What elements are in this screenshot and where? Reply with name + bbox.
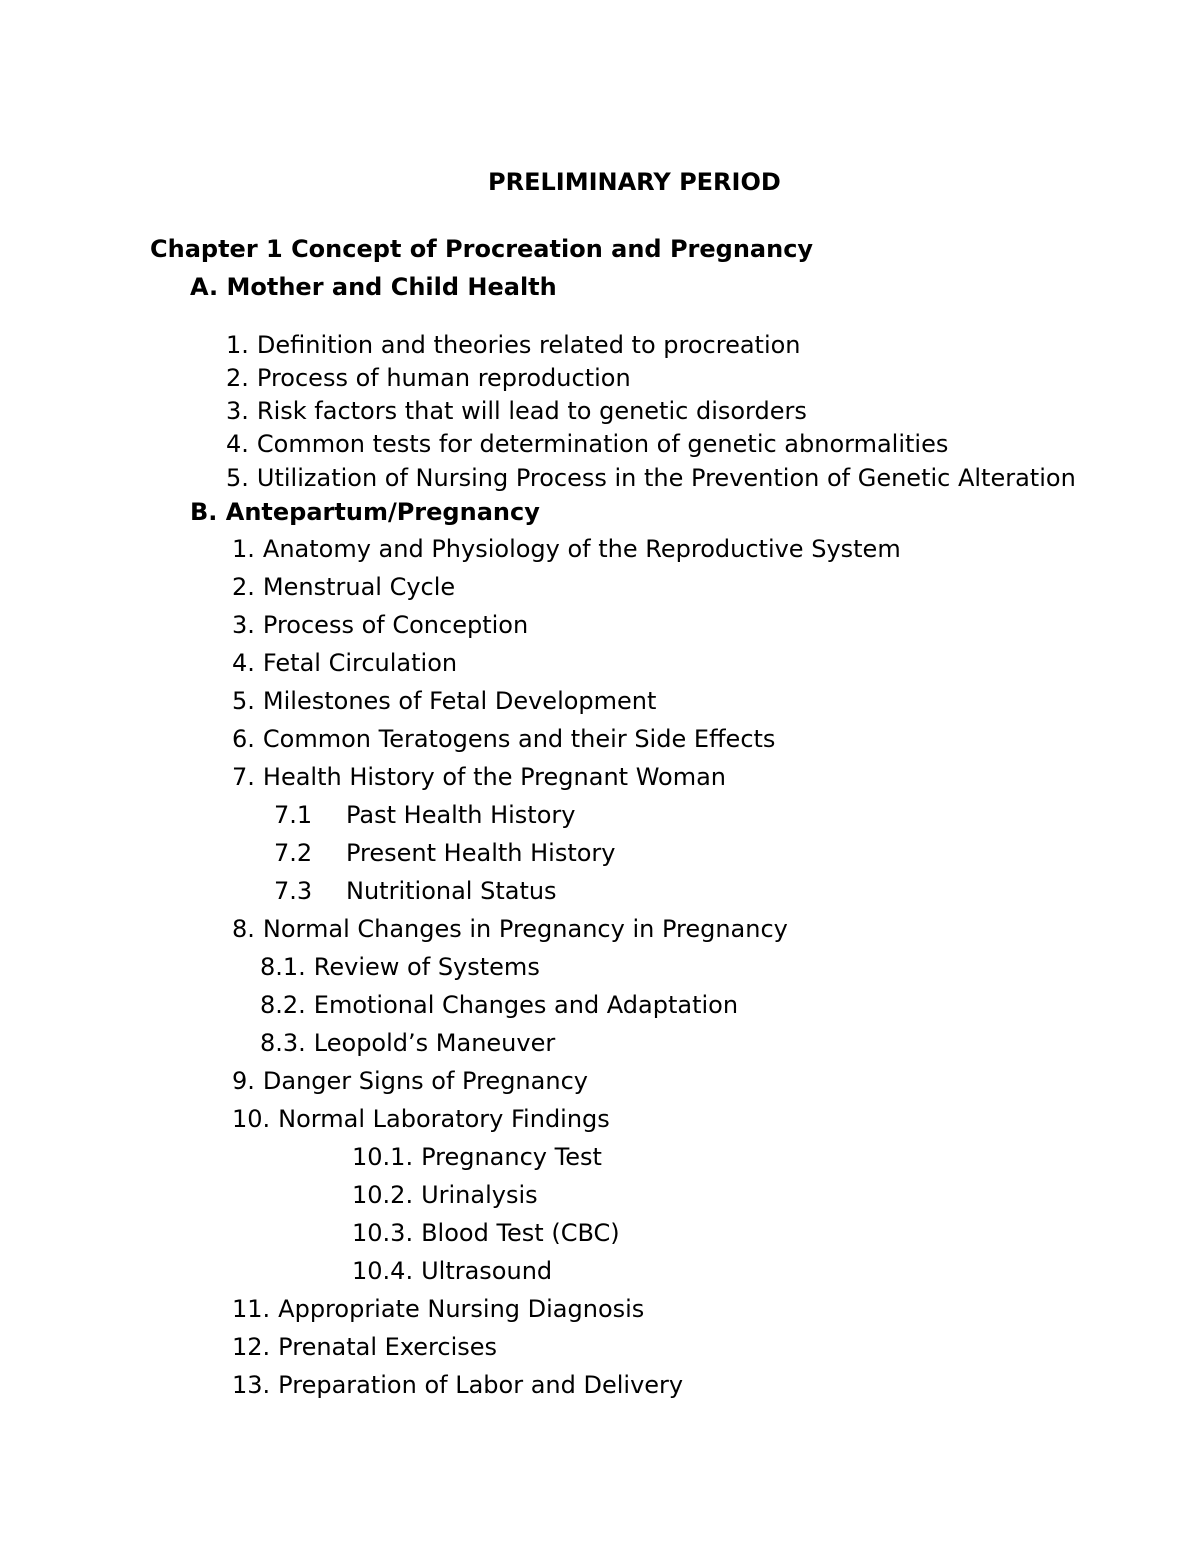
list-item — [232, 1294, 644, 1324]
list-item-text: Fetal Circulation — [262, 649, 458, 677]
page-title: PRELIMINARY PERIOD — [488, 168, 781, 196]
list-item-number: 7. — [232, 763, 255, 791]
list-item — [226, 396, 807, 426]
list-item — [232, 724, 775, 754]
list-item-text: Risk factors that will lead to genetic disorders — [256, 397, 807, 425]
list-item — [232, 762, 726, 792]
sub-list-item — [274, 838, 616, 868]
list-item-text: Process of Conception — [262, 611, 529, 639]
list-item-number: 5. — [226, 464, 249, 492]
list-item — [232, 914, 788, 944]
list-item-number: 10. — [232, 1105, 271, 1133]
list-item-number: 10.2. — [352, 1181, 414, 1209]
list-item-text: Danger Signs of Pregnancy — [262, 1067, 588, 1095]
section-a-heading: A. Mother and Child Health — [190, 273, 557, 301]
list-item — [232, 1332, 497, 1362]
list-item-text: Common Teratogens and their Side Effects — [262, 725, 776, 753]
section-b-heading: B. Antepartum/Pregnancy — [190, 498, 540, 526]
chapter-title: Chapter 1 Concept of Procreation and Pregnancy — [150, 235, 814, 263]
list-item-number: 10.3. — [352, 1219, 414, 1247]
list-item-text: Prenatal Exercises — [278, 1333, 498, 1361]
list-item-text: Common tests for determination of genetic abnormalities — [256, 430, 949, 458]
list-item-text: Emotional Changes and Adaptation — [313, 991, 739, 1019]
list-item-text: Blood Test (CBC) — [421, 1219, 620, 1247]
list-item-number: 6. — [232, 725, 255, 753]
list-item-number: 1. — [232, 535, 255, 563]
list-item — [226, 429, 948, 459]
list-item-number: 11. — [232, 1295, 271, 1323]
list-item-number: 9. — [232, 1067, 255, 1095]
list-item-number: 7.1 — [274, 801, 313, 829]
list-item-text: Preparation of Labor and Delivery — [278, 1371, 684, 1399]
sub-list-item — [260, 952, 540, 982]
list-item-text: Milestones of Fetal Development — [262, 687, 657, 715]
list-item-text: Menstrual Cycle — [262, 573, 456, 601]
list-item — [226, 363, 631, 393]
list-item — [232, 610, 528, 640]
list-item-text: Normal Changes in Pregnancy in Pregnancy — [262, 915, 788, 943]
list-item-text: Appropriate Nursing Diagnosis — [278, 1295, 645, 1323]
list-item — [232, 686, 656, 716]
list-item — [226, 330, 801, 360]
list-item-number: 3. — [232, 611, 255, 639]
list-item-number: 8.2. — [260, 991, 306, 1019]
list-item-text: Ultrasound — [421, 1257, 553, 1285]
list-item-text: Health History of the Pregnant Woman — [262, 763, 726, 791]
list-item-text: Definition and theories related to procreation — [256, 331, 801, 359]
list-item-text: Normal Laboratory Findings — [278, 1105, 610, 1133]
list-item-number: 10.1. — [352, 1143, 414, 1171]
list-item-number: 10.4. — [352, 1257, 414, 1285]
list-item-number: 13. — [232, 1371, 271, 1399]
list-item-text: Nutritional Status — [346, 877, 557, 905]
list-item-text: Leopold’s Maneuver — [313, 1029, 556, 1057]
list-item — [232, 1370, 683, 1400]
list-item-number: 8. — [232, 915, 255, 943]
sub-list-item — [352, 1180, 538, 1210]
list-item — [232, 648, 457, 678]
list-item-number: 7.3 — [274, 877, 313, 905]
list-item-number: 4. — [226, 430, 249, 458]
list-item-text: Urinalysis — [421, 1181, 538, 1209]
list-item — [232, 534, 901, 564]
list-item — [232, 1104, 610, 1134]
list-item-text: Pregnancy Test — [421, 1143, 602, 1171]
list-item-text: Review of Systems — [313, 953, 540, 981]
list-item-number: 7.2 — [274, 839, 313, 867]
sub-list-item — [260, 1028, 555, 1058]
list-item-number: 2. — [232, 573, 255, 601]
sub-list-item — [352, 1142, 602, 1172]
list-item-number: 1. — [226, 331, 249, 359]
sub-list-item — [352, 1256, 552, 1286]
list-item-number: 12. — [232, 1333, 271, 1361]
list-item-number: 8.3. — [260, 1029, 306, 1057]
sub-list-item — [352, 1218, 620, 1248]
list-item — [232, 572, 455, 602]
list-item — [232, 1066, 588, 1096]
list-item-number: 2. — [226, 364, 249, 392]
list-item-text: Present Health History — [346, 839, 616, 867]
list-item — [226, 463, 1076, 493]
list-item-text: Anatomy and Physiology of the Reproductive System — [262, 535, 901, 563]
list-item-number: 5. — [232, 687, 255, 715]
list-item-text: Past Health History — [346, 801, 576, 829]
list-item-number: 4. — [232, 649, 255, 677]
sub-list-item — [260, 990, 738, 1020]
sub-list-item — [274, 876, 557, 906]
list-item-text: Utilization of Nursing Process in the Prevention of Genetic Alteration — [256, 464, 1076, 492]
list-item-number: 3. — [226, 397, 249, 425]
sub-list-item — [274, 800, 575, 830]
list-item-text: Process of human reproduction — [256, 364, 631, 392]
list-item-number: 8.1. — [260, 953, 306, 981]
